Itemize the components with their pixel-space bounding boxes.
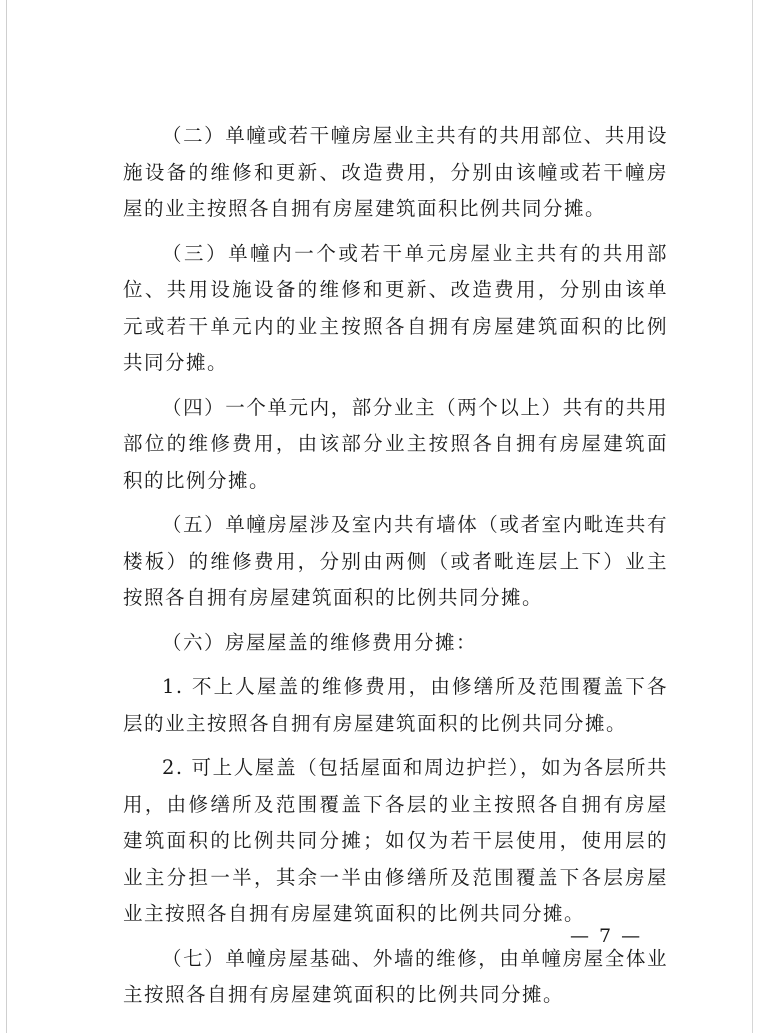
paragraph-7: （七）单幢房屋基础、外墙的维修，由单幢房屋全体业主按照各自拥有房屋建筑面积的比例共同分摊。 bbox=[123, 946, 668, 1006]
scan-edge-right bbox=[752, 0, 753, 1033]
paragraph-5: （五）单幢房屋涉及室内共有墙体（或者室内毗连共有楼板）的维修费用，分别由两侧（或者毗连层上下）业主按照各自拥有房屋建筑面积的比例共同分摊。 bbox=[123, 513, 668, 609]
page-number: — 7 — bbox=[570, 925, 643, 947]
paragraph-6-item-1: 1. 不上人屋盖的维修费用，由修缮所及范围覆盖下各层的业主按照各自拥有房屋建筑面积的比例共同分摊。 bbox=[123, 675, 668, 735]
paragraph-2: （二）单幢或若干幢房屋业主共有的共用部位、共用设施设备的维修和更新、改造费用，分别由该幢或若干幢房屋的业主按照各自拥有房屋建筑面积比例共同分摊。 bbox=[123, 124, 668, 220]
scan-edge-left bbox=[6, 0, 7, 1033]
paragraph-6: （六）房屋屋盖的维修费用分摊： bbox=[162, 630, 478, 654]
document-body bbox=[123, 118, 668, 1014]
paragraph-6-item-2: 2. 可上人屋盖（包括屋面和周边护拦），如为各层所共用，由修缮所及范围覆盖下各层的业主按照各自拥有房屋建筑面积的比例共同分摊；如仅为若干层使用，使用层的业主分担一半，其余一半由修缮所及范围覆盖下各层房屋业主按照各自拥有房屋建筑面积的比例共同分摊。 bbox=[123, 756, 668, 925]
paragraph-4: （四）一个单元内，部分业主（两个以上）共有的共用部位的维修费用，由该部分业主按照各自拥有房屋建筑面积的比例分摊。 bbox=[123, 395, 668, 492]
paragraph-3: （三）单幢内一个或若干单元房屋业主共有的共用部位、共用设施设备的维修和更新、改造费用，分别由该单元或若干单元内的业主按照各自拥有房屋建筑面积的比例共同分摊。 bbox=[123, 241, 668, 374]
